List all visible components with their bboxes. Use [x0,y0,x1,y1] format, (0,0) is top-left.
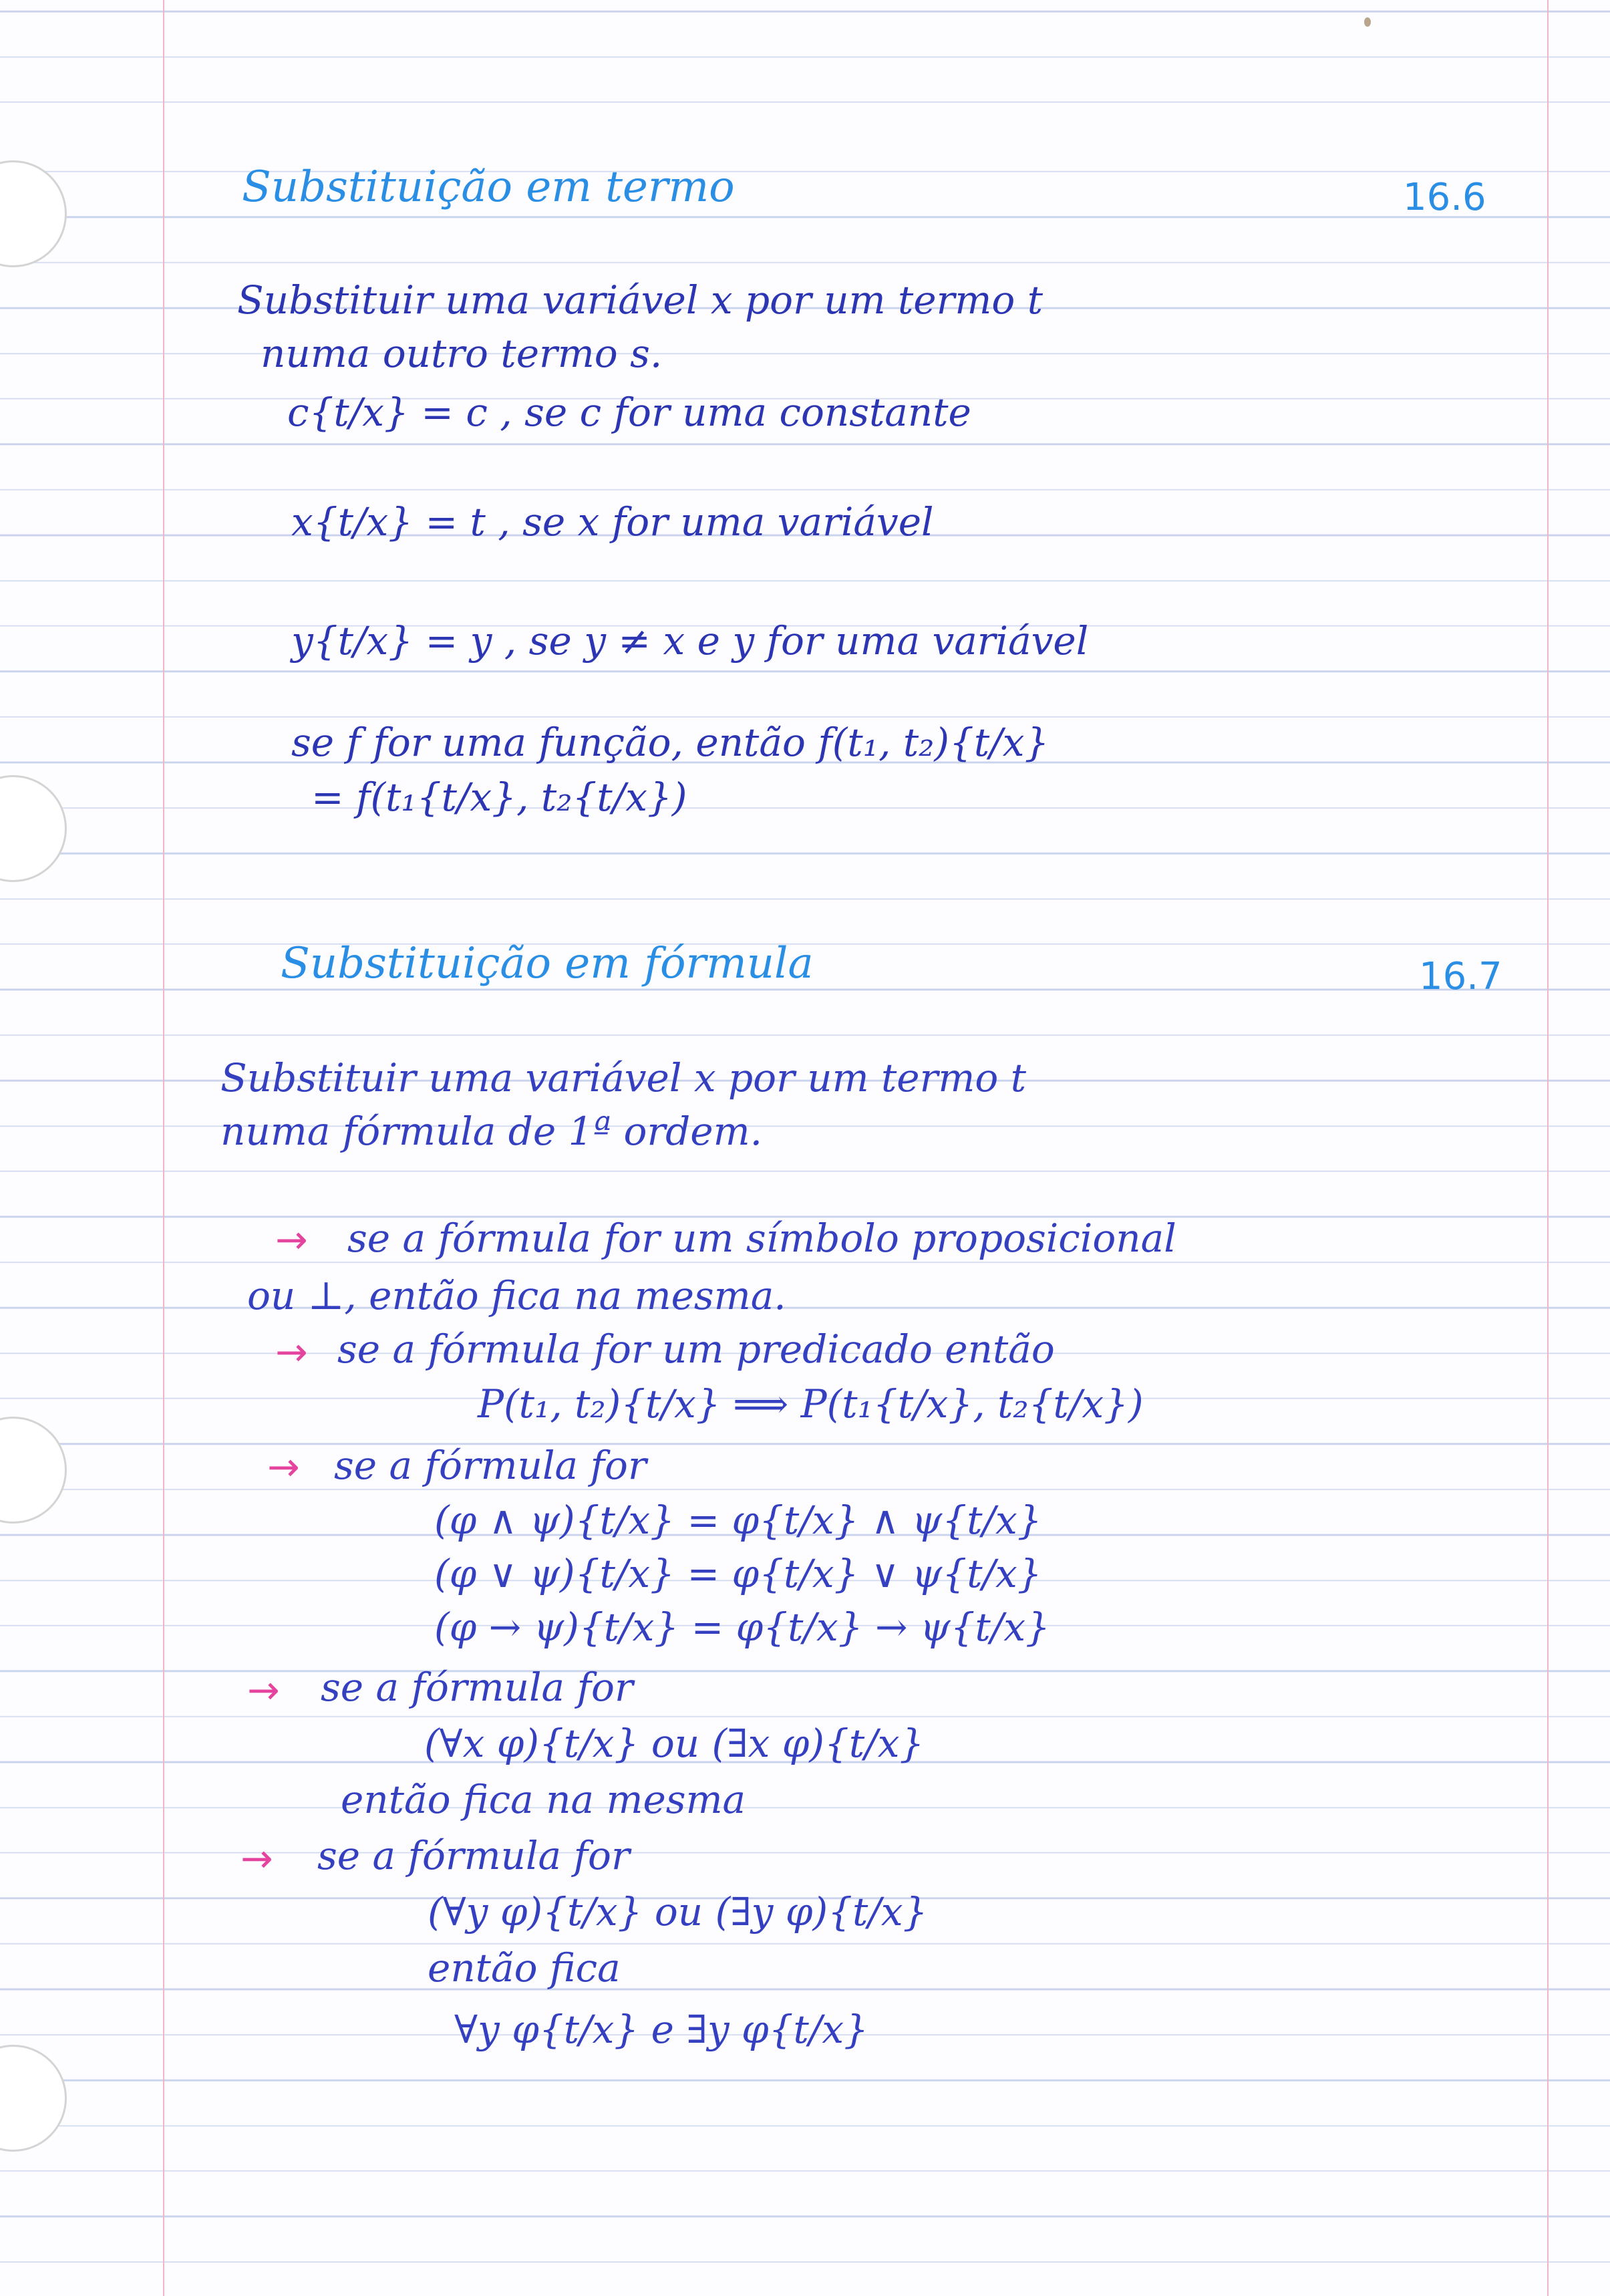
rule-line: se a fórmula for um símbolo proposicional [347,1215,1176,1261]
section-1-line: x{t/x} = t , se x for uma variável [291,499,934,545]
section-1-line: y{t/x} = y , se y ≠ x e y for uma variável [291,618,1089,664]
section-1-line: numa outro termo s. [261,331,663,376]
rule-line: se a fórmula for [321,1665,633,1710]
left-margin-line [163,0,164,2296]
arrow-bullet-icon: → [240,1836,273,1881]
section-1-line: Substituir uma variável x por um termo t [237,277,1043,323]
rule-line: ou ⊥, então fica na mesma. [247,1273,786,1318]
section-2-intro: Substituir uma variável x por um termo t [220,1055,1027,1101]
arrow-bullet-icon: → [275,1217,308,1262]
section-1-line: = f(t₁{t/x}, t₂{t/x}) [311,774,687,820]
rule-line: se a fórmula for [317,1833,630,1878]
section-1-line: c{t/x} = c , se c for uma constante [287,390,971,435]
section-2-title: Substituição em fórmula [281,939,814,988]
rule-line: ∀y φ{t/x} e ∃y φ{t/x} [454,2007,869,2052]
rule-line: (∀y φ){t/x} ou (∃y φ){t/x} [428,1889,928,1934]
section-1-title: Substituição em termo [242,162,735,212]
rule-line: então fica na mesma [341,1777,746,1822]
rule-line: (φ → ψ){t/x} = φ{t/x} → ψ{t/x} [434,1604,1050,1650]
punch-hole-3 [0,1417,67,1524]
rule-line: (φ ∨ ψ){t/x} = φ{t/x} ∨ ψ{t/x} [434,1551,1042,1596]
punch-hole-1 [0,160,67,267]
rule-line: se a fórmula for [334,1443,647,1488]
punch-hole-4 [0,2045,67,2152]
section-2-number: 16.7 [1419,955,1502,998]
arrow-bullet-icon: → [247,1667,280,1713]
arrow-bullet-icon: → [267,1444,300,1489]
section-1-number: 16.6 [1403,176,1486,219]
right-margin-line [1547,0,1549,2296]
rule-line: (φ ∧ ψ){t/x} = φ{t/x} ∧ ψ{t/x} [434,1497,1042,1543]
rule-line: se a fórmula for um predicado então [337,1326,1055,1372]
rule-line: (∀x φ){t/x} ou (∃x φ){t/x} [424,1721,925,1766]
rule-line: então fica [428,1945,621,1991]
section-2-intro: numa fórmula de 1ª ordem. [220,1109,763,1154]
punch-hole-2 [0,775,67,882]
section-1-line: se f for uma função, então f(t₁, t₂){t/x} [291,720,1050,765]
rule-line: P(t₁, t₂){t/x} ⟹ P(t₁{t/x}, t₂{t/x}) [478,1381,1144,1427]
arrow-bullet-icon: → [275,1329,308,1375]
paper-speck [1364,17,1371,27]
